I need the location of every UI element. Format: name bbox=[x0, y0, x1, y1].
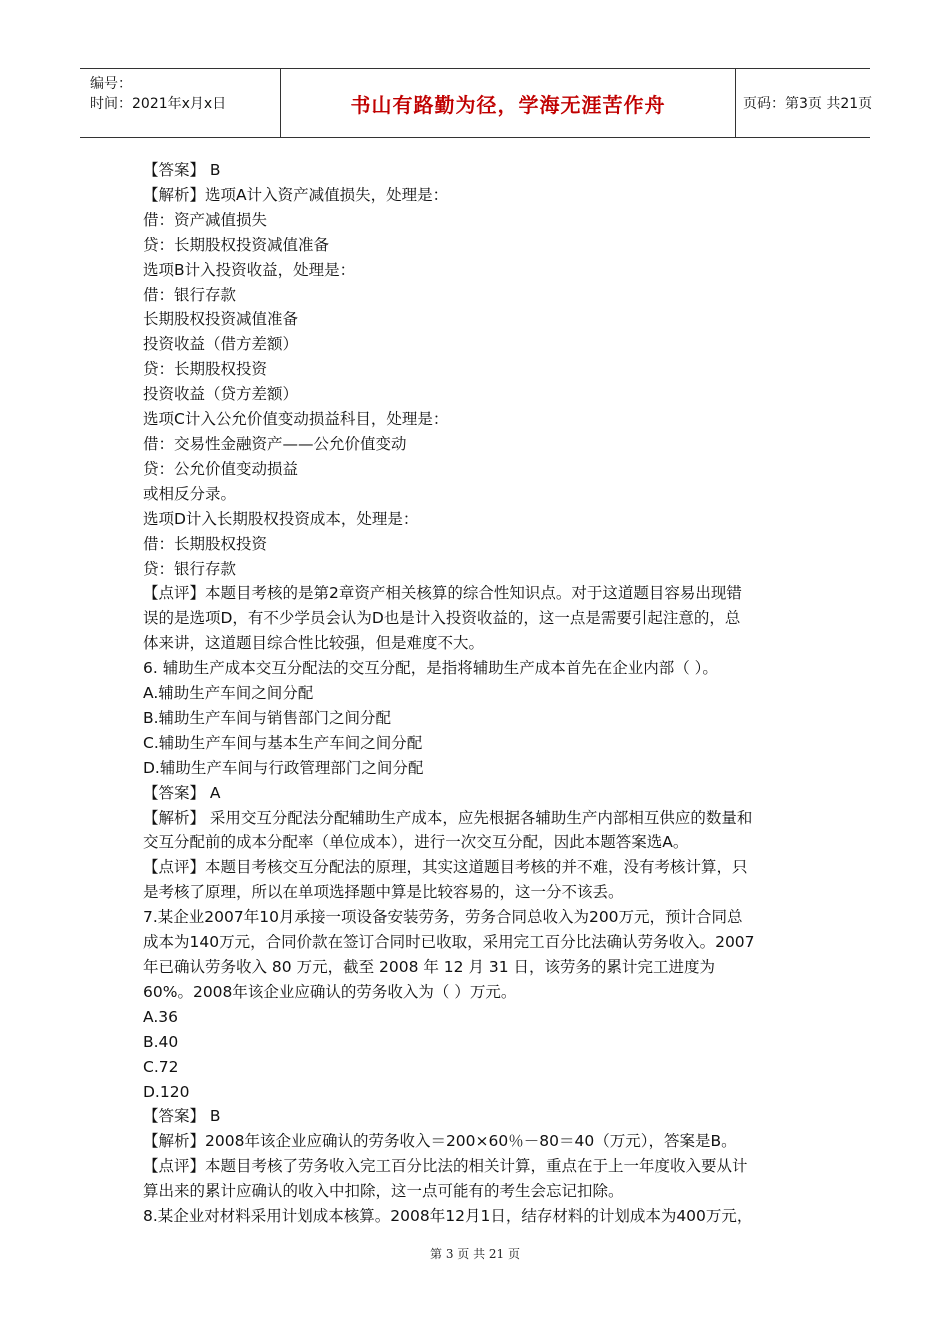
text-line: A.36 bbox=[143, 1007, 178, 1026]
text-line: 或相反分录。 bbox=[143, 484, 237, 503]
text-line: 成本为140万元，合同价款在签订合同时已收取，采用完工百分比法确认劳务收入。2007 bbox=[143, 933, 755, 952]
text-line: 【点评】本题目考核的是第2章资产相关核算的综合性知识点。对于这道题目容易出现错 bbox=[143, 584, 742, 603]
text-line: 算出来的累计应确认的收入中扣除，这一点可能有的考生会忘记扣除。 bbox=[143, 1182, 624, 1201]
text-line: 选项D计入长期股权投资成本，处理是： bbox=[143, 509, 419, 528]
header-right-cell bbox=[735, 69, 878, 137]
text-line: A.辅助生产车间之间分配 bbox=[143, 684, 314, 703]
text-line: D.120 bbox=[143, 1082, 190, 1101]
header-motto-cell bbox=[280, 69, 736, 137]
text-line: 交互分配前的成本分配率（单位成本），进行一次交互分配，因此本题答案选A。 bbox=[143, 833, 689, 852]
document-date-label: 时间：2021年x月x日 bbox=[90, 96, 227, 112]
text-line: 借：交易性金融资产——公允价值变动 bbox=[143, 434, 407, 453]
header-left-cell bbox=[80, 69, 280, 137]
text-line: 60%。2008年该企业应确认的劳务收入为（ ）万元。 bbox=[143, 982, 517, 1001]
text-line: 8.某企业对材料采用计划成本核算。2008年12月1日，结存材料的计划成本为400万元， bbox=[143, 1207, 753, 1226]
text-line: 【答案】 B bbox=[143, 1107, 221, 1126]
text-line: 【解析】 采用交互分配法分配辅助生产成本，应先根据各辅助生产内部相互供应的数量和 bbox=[143, 808, 753, 827]
text-line: 是考核了原理，所以在单项选择题中算是比较容易的，这一分不该丢。 bbox=[143, 883, 624, 902]
text-line: D.辅助生产车间与行政管理部门之间分配 bbox=[143, 758, 424, 777]
text-line: 【解析】选项A计入资产减值损失，处理是： bbox=[143, 185, 449, 204]
page-header bbox=[80, 68, 873, 138]
document-number-label: 编号： bbox=[90, 76, 132, 92]
text-line: 【点评】本题目考核了劳务收入完工百分比法的相关计算，重点在于上一年度收入要从计 bbox=[143, 1157, 748, 1176]
text-line: B.辅助生产车间与销售部门之间分配 bbox=[143, 708, 392, 727]
text-line: 贷：长期股权投资减值准备 bbox=[143, 235, 330, 254]
text-line: 贷：银行存款 bbox=[143, 559, 237, 578]
text-line: 选项B计入投资收益，处理是： bbox=[143, 260, 356, 279]
text-line: 【答案】 A bbox=[143, 783, 221, 802]
document-body bbox=[143, 158, 808, 1229]
text-line: C.72 bbox=[143, 1057, 179, 1076]
text-line: 借：银行存款 bbox=[143, 285, 237, 304]
page-footer: 第 3 页 共 21 页 bbox=[430, 1247, 520, 1261]
text-line: 6. 辅助生产成本交互分配法的交互分配，是指将辅助生产成本首先在企业内部（ ）。 bbox=[143, 659, 718, 678]
text-line: 投资收益（贷方差额） bbox=[143, 385, 299, 404]
text-line: C.辅助生产车间与基本生产车间之间分配 bbox=[143, 733, 423, 752]
text-line: 【点评】本题目考核交互分配法的原理，其实这道题目考核的并不难，没有考核计算，只 bbox=[143, 858, 748, 877]
text-line: 年已确认劳务收入 80 万元，截至 2008 年 12 月 31 日，该劳务的累计完工进度为 bbox=[143, 958, 716, 976]
header-motto: 书山有路勤为径，学海无涯苦作舟 bbox=[350, 92, 666, 117]
text-line: 长期股权投资减值准备 bbox=[143, 310, 299, 329]
text-line: 【答案】 B bbox=[143, 161, 221, 179]
text-line: 【解析】2008年该企业应确认的劳务收入＝200×60％－80＝40（万元），答案是B。 bbox=[143, 1132, 737, 1151]
header-page-info: 页码：第3页 共21页 bbox=[743, 96, 873, 112]
text-line: 借：长期股权投资 bbox=[143, 534, 268, 553]
text-line: 投资收益（借方差额） bbox=[143, 335, 299, 354]
text-line: 借：资产减值损失 bbox=[143, 210, 268, 229]
text-line: 选项C计入公允价值变动损益科目，处理是： bbox=[143, 410, 449, 429]
text-line: 体来讲，这道题目综合性比较强，但是难度不大。 bbox=[143, 634, 485, 653]
text-line: 贷：长期股权投资 bbox=[143, 360, 268, 379]
text-line: 误的是选项D，有不少学员会认为D也是计入投资收益的，这一点是需要引起注意的，总 bbox=[143, 609, 741, 628]
text-line: 7.某企业2007年10月承接一项设备安装劳务，劳务合同总收入为200万元，预计合同总 bbox=[143, 908, 743, 927]
text-line: B.40 bbox=[143, 1032, 179, 1051]
text-line: 贷：公允价值变动损益 bbox=[143, 459, 299, 478]
